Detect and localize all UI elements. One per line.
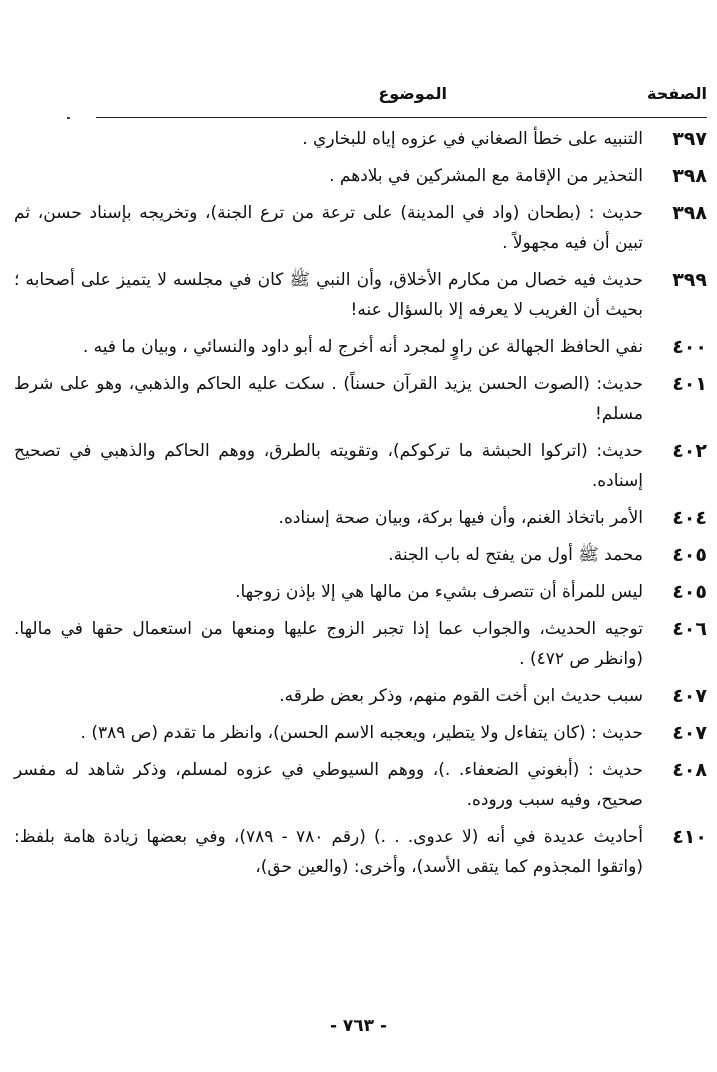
entry-topic-text: التحذير من الإقامة مع المشركين في بلادهم . — [329, 166, 643, 186]
entry-page-number: ٤٠٠ — [672, 336, 707, 358]
entry-page-number: ٤٠٧ — [672, 722, 707, 744]
header-divider — [96, 117, 707, 118]
entry-page-number: ٤٠٤ — [672, 507, 707, 529]
index-entry — [14, 614, 707, 674]
index-entry — [14, 369, 707, 429]
page-column-label: الصفحة — [646, 84, 707, 103]
index-entry — [14, 265, 707, 325]
index-entry — [14, 681, 707, 711]
entry-topic-text: سبب حديث ابن أخت القوم منهم، وذكر بعض طرقه. — [279, 686, 643, 706]
entry-page-number: ٣٩٧ — [672, 128, 707, 150]
entry-topic-text: التنبيه على خطأ الصغاني في عزوه إياه للبخاري . — [302, 129, 643, 149]
entry-page-number: ٤٠٢ — [672, 440, 707, 462]
index-entries — [14, 124, 707, 889]
entry-topic-text: توجيه الحديث، والجواب عما إذا تجبر الزوج عليها ومنعها من استعمال حقها في مالها. (وانظر ص ٤٧٢) . — [14, 619, 643, 669]
entry-page-number: ٣٩٨ — [672, 202, 707, 224]
entry-topic-text: محمد ﷺ أول من يفتح له باب الجنة. — [388, 545, 643, 565]
entry-page-number: ٤٠٧ — [672, 685, 707, 707]
index-entry — [14, 540, 707, 570]
entry-topic-text: الأمر باتخاذ الغنم، وأن فيها بركة، وبيان صحة إسناده. — [278, 508, 643, 528]
margin-mark — [67, 117, 70, 119]
entry-topic-text: حديث فيه خصال من مكارم الأخلاق، وأن النبي ﷺ كان في مجلسه لا يتميز على أصحابه ؛ بحيث أن الغريب لا يعرفه إلا بالسؤال عنه! — [14, 270, 643, 320]
index-entry — [14, 718, 707, 748]
entry-topic-text: حديث : (كان يتفاءل ولا يتطير، ويعجبه الاسم الحسن)، وانظر ما تقدم (ص ٣٨٩) . — [80, 723, 643, 743]
entry-page-number: ٤٠٦ — [672, 618, 707, 640]
index-entry — [14, 822, 707, 882]
entry-page-number: ٤٠١ — [672, 373, 707, 395]
entry-topic-text: أحاديث عديدة في أنه (لا عدوى. . .) (رقم ٧٨٠ - ٧٨٩)، وفي بعضها زيادة هامة بلفظ: (واتقوا المجذوم كما يتقى الأسد)، وأخرى: (والعين حق)، — [14, 827, 643, 877]
entry-page-number: ٤٠٥ — [672, 581, 707, 603]
entry-page-number: ٣٩٨ — [672, 165, 707, 187]
index-entry — [14, 124, 707, 154]
entry-topic-text: حديث: (الصوت الحسن يزيد القرآن حسناً) . سكت عليه الحاكم والذهبي، وهو على شرط مسلم! — [14, 374, 643, 424]
index-entry — [14, 577, 707, 607]
index-entry — [14, 436, 707, 496]
index-entry — [14, 332, 707, 362]
index-entry — [14, 503, 707, 533]
entry-page-number: ٤٠٥ — [672, 544, 707, 566]
entry-page-number: ٤١٠ — [672, 826, 707, 848]
index-entry — [14, 755, 707, 815]
topic-column-label: الموضوع — [378, 84, 447, 103]
page-number: - ٧٦٣ - — [329, 1016, 388, 1036]
entry-topic-text: حديث : (أبغوني الضعفاء. .)، ووهم السيوطي في عزوه لمسلم، وذكر شاهد له مفسر صحيح، وفيه سبب وروده. — [14, 760, 643, 810]
entry-topic-text: نفي الحافظ الجهالة عن راوٍ لمجرد أنه أخرج له أبو داود والنسائي ، وبيان ما فيه . — [82, 337, 643, 357]
entry-topic-text: حديث: (اتركوا الحبشة ما تركوكم)، وتقويته بالطرق، ووهم الحاكم والذهبي في تصحيح إسناده. — [14, 441, 643, 491]
page-header — [96, 84, 707, 110]
entry-topic-text: حديث : (بطحان (واد في المدينة) على ترعة من ترع الجنة)، وتخريجه بإسناد حسن، ثم تبين أن فيه مجهولاً . — [14, 203, 643, 253]
entry-page-number: ٣٩٩ — [672, 269, 707, 291]
entry-page-number: ٤٠٨ — [672, 759, 707, 781]
entry-topic-text: ليس للمرأة أن تتصرف بشيء من مالها هي إلا بإذن زوجها. — [235, 582, 643, 602]
index-entry — [14, 161, 707, 191]
index-entry — [14, 198, 707, 258]
